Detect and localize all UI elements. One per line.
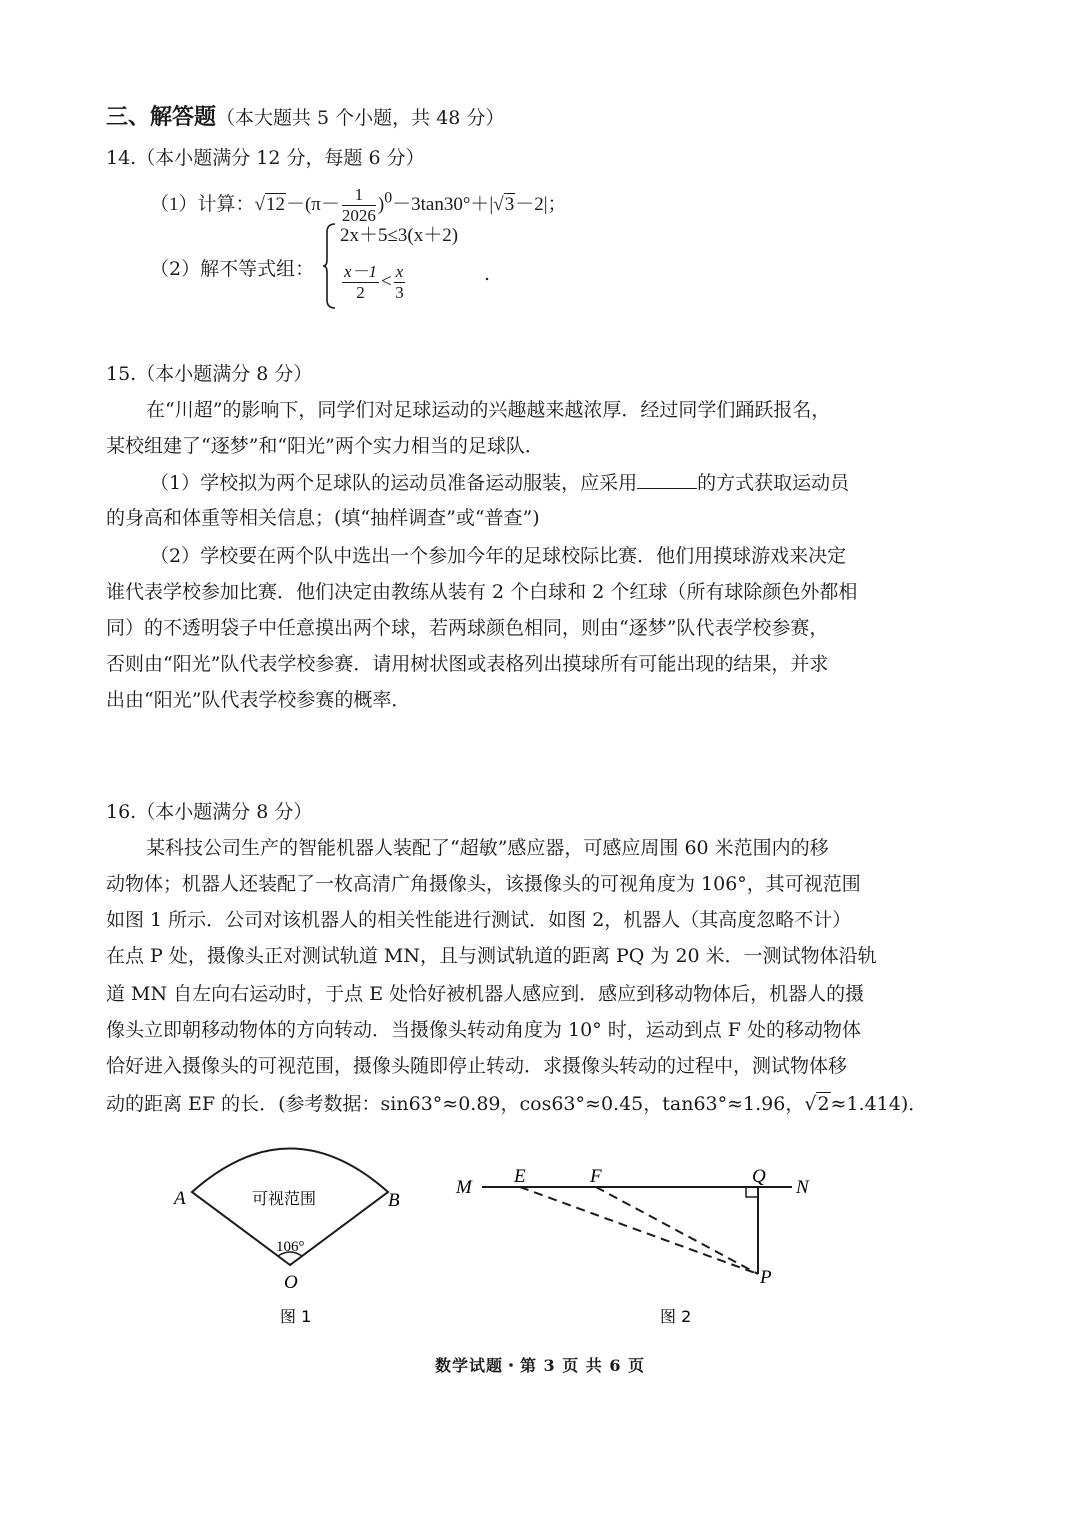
frac-1-2026	[342, 185, 376, 226]
q15-part1-text: （1）学校拟为两个足球队的运动员准备运动服装，应采用	[150, 472, 638, 494]
exponent-zero: 0	[384, 189, 393, 207]
q16-line-2: 动物体；机器人还装配了一枚高清广角摄像头，该摄像头的可视角度为 106°，其可视范围	[106, 873, 861, 895]
q16-line-7: 恰好进入摄像头的可视范围，摄像头随即停止转动．求摄像头转动的过程中，测试物体移	[106, 1055, 848, 1077]
q16-line-4: 在点 P 处，摄像头正对测试轨道 MN，且与测试轨道的距离 PQ 为 20 米．一测试物体沿轨	[106, 945, 877, 967]
frac-den: 3	[395, 283, 404, 302]
sightline-PE	[520, 1187, 758, 1274]
frac-num: 1	[342, 185, 376, 206]
q15-line-4: 的身高和体重等相关信息；(填“抽样调查”或“普查”)	[106, 507, 540, 529]
tan-term: －3tan30°＋|	[392, 193, 494, 215]
q16-line-6: 像头立即朝移动物体的方向转动．当摄像头转动角度为 10° 时，运动到点 F 处的移动物体	[106, 1019, 862, 1041]
less-than: <	[381, 270, 392, 292]
q15-line-9: 出由“阳光”队代表学校参赛的概率．	[106, 689, 411, 711]
frac-den: 2	[356, 283, 365, 302]
label-A: A	[174, 1188, 186, 1209]
angle-label: 106°	[276, 1239, 305, 1255]
region-label: 可视范围	[252, 1189, 317, 1208]
q14-part2-label: （2）解不等式组：	[150, 258, 315, 280]
right-angle-mark	[746, 1187, 758, 1197]
frac-x-over-3	[394, 262, 406, 303]
q16-reference-data: 动的距离 EF 的长．(参考数据：sin63°≈0.89，cos63°≈0.45，tan63°≈1.96，	[106, 1093, 805, 1115]
q16-line-3: 如图 1 所示．公司对该机器人的相关性能进行测试．如图 2，机器人（其高度忽略不计）	[106, 909, 852, 931]
figure-1	[160, 1130, 420, 1330]
label-P: P	[760, 1267, 772, 1288]
q15-line-1: 在“川超”的影响下，同学们对足球运动的兴趣越来越浓厚．经过同学们踊跃报名，	[146, 399, 831, 421]
q15-header: 15.（本小题满分 8 分）	[106, 363, 313, 385]
q14-part1-label: （1）计算：	[150, 193, 255, 215]
figure-2	[450, 1160, 830, 1332]
label-N: N	[796, 1177, 809, 1198]
q15-part1-text-end: 的方式获取运动员	[697, 472, 850, 494]
close-paren: )	[377, 193, 385, 215]
answer-blank[interactable]	[637, 470, 697, 489]
q14-header: 14.（本小题满分 12 分，每题 6 分）	[106, 147, 425, 169]
q14-inequality-2	[340, 262, 407, 303]
q15-line-7: 同）的不透明袋子中任意摸出两个球，若两球颜色相同，则由“逐梦”队代表学校参赛，	[106, 617, 829, 639]
section-heading	[106, 106, 504, 130]
label-E: E	[514, 1166, 526, 1187]
sqrt3: 3	[504, 193, 515, 215]
q16-line-8: 动的距离 EF 的长．(参考数据：sin63°≈0.89，cos63°≈0.45，tan63°≈1.96，√2≈1.414)．	[106, 1093, 928, 1115]
frac-den: 2026	[341, 206, 376, 225]
label-B: B	[388, 1190, 400, 1211]
pi-open: －(π－	[285, 193, 340, 215]
q14-inequality-1: 2x＋5≤3(x＋2)	[340, 225, 459, 246]
figure-2-caption: 图 2	[660, 1307, 692, 1326]
label-F: F	[590, 1166, 602, 1187]
section-note: （本大题共 5 个小题，共 48 分）	[216, 107, 505, 129]
sqrt12: 12	[265, 193, 285, 215]
q15-line-6: 谁代表学校参加比赛．他们决定由教练从装有 2 个白球和 2 个红球（所有球除颜色外都相	[106, 581, 858, 603]
label-M: M	[456, 1177, 472, 1198]
frac-x-1-over-2	[342, 262, 379, 303]
figure-1-caption: 图 1	[280, 1307, 312, 1326]
section-title: 三、解答题	[106, 105, 217, 130]
q14-part1: （1）计算：√12－(π－ $\frac{1}{2026}$ )$^0$－3tan30°＋|√3－2|；	[150, 185, 567, 225]
page-footer: 数学试题・第 3 页 共 6 页	[434, 1356, 646, 1375]
q16-line-1: 某科技公司生产的智能机器人装配了“超敏”感应器，可感应周围 60 米范围内的移	[146, 837, 829, 859]
q15-line-2: 某校组建了“逐梦”和“阳光”两个实力相当的足球队．	[106, 435, 544, 457]
frac-num: x－1	[344, 262, 378, 281]
q15-line-5: （2）学校要在两个队中选出一个参加今年的足球校际比赛．他们用摸球游戏来决定	[150, 545, 847, 567]
label-Q: Q	[752, 1166, 766, 1187]
label-O: O	[284, 1272, 298, 1293]
q16-header: 16.（本小题满分 8 分）	[106, 801, 313, 823]
sightline-PF	[596, 1187, 758, 1274]
frac-num: x	[395, 262, 404, 281]
tail-term: －2|；	[515, 193, 567, 215]
q15-line-3	[150, 470, 849, 495]
brace-icon	[322, 222, 338, 310]
q14-period: .	[484, 263, 491, 285]
sqrt2: 2	[817, 1093, 830, 1115]
q16-reference-tail: ≈1.414)．	[830, 1093, 928, 1115]
q15-line-8: 否则由“阳光”队代表学校参赛．请用树状图或表格列出摸球所有可能出现的结果，并求	[106, 653, 829, 675]
q16-line-5: 道 MN 自左向右运动时，于点 E 处恰好被机器人感应到．感应到移动物体后，机器人的摄	[106, 983, 865, 1005]
